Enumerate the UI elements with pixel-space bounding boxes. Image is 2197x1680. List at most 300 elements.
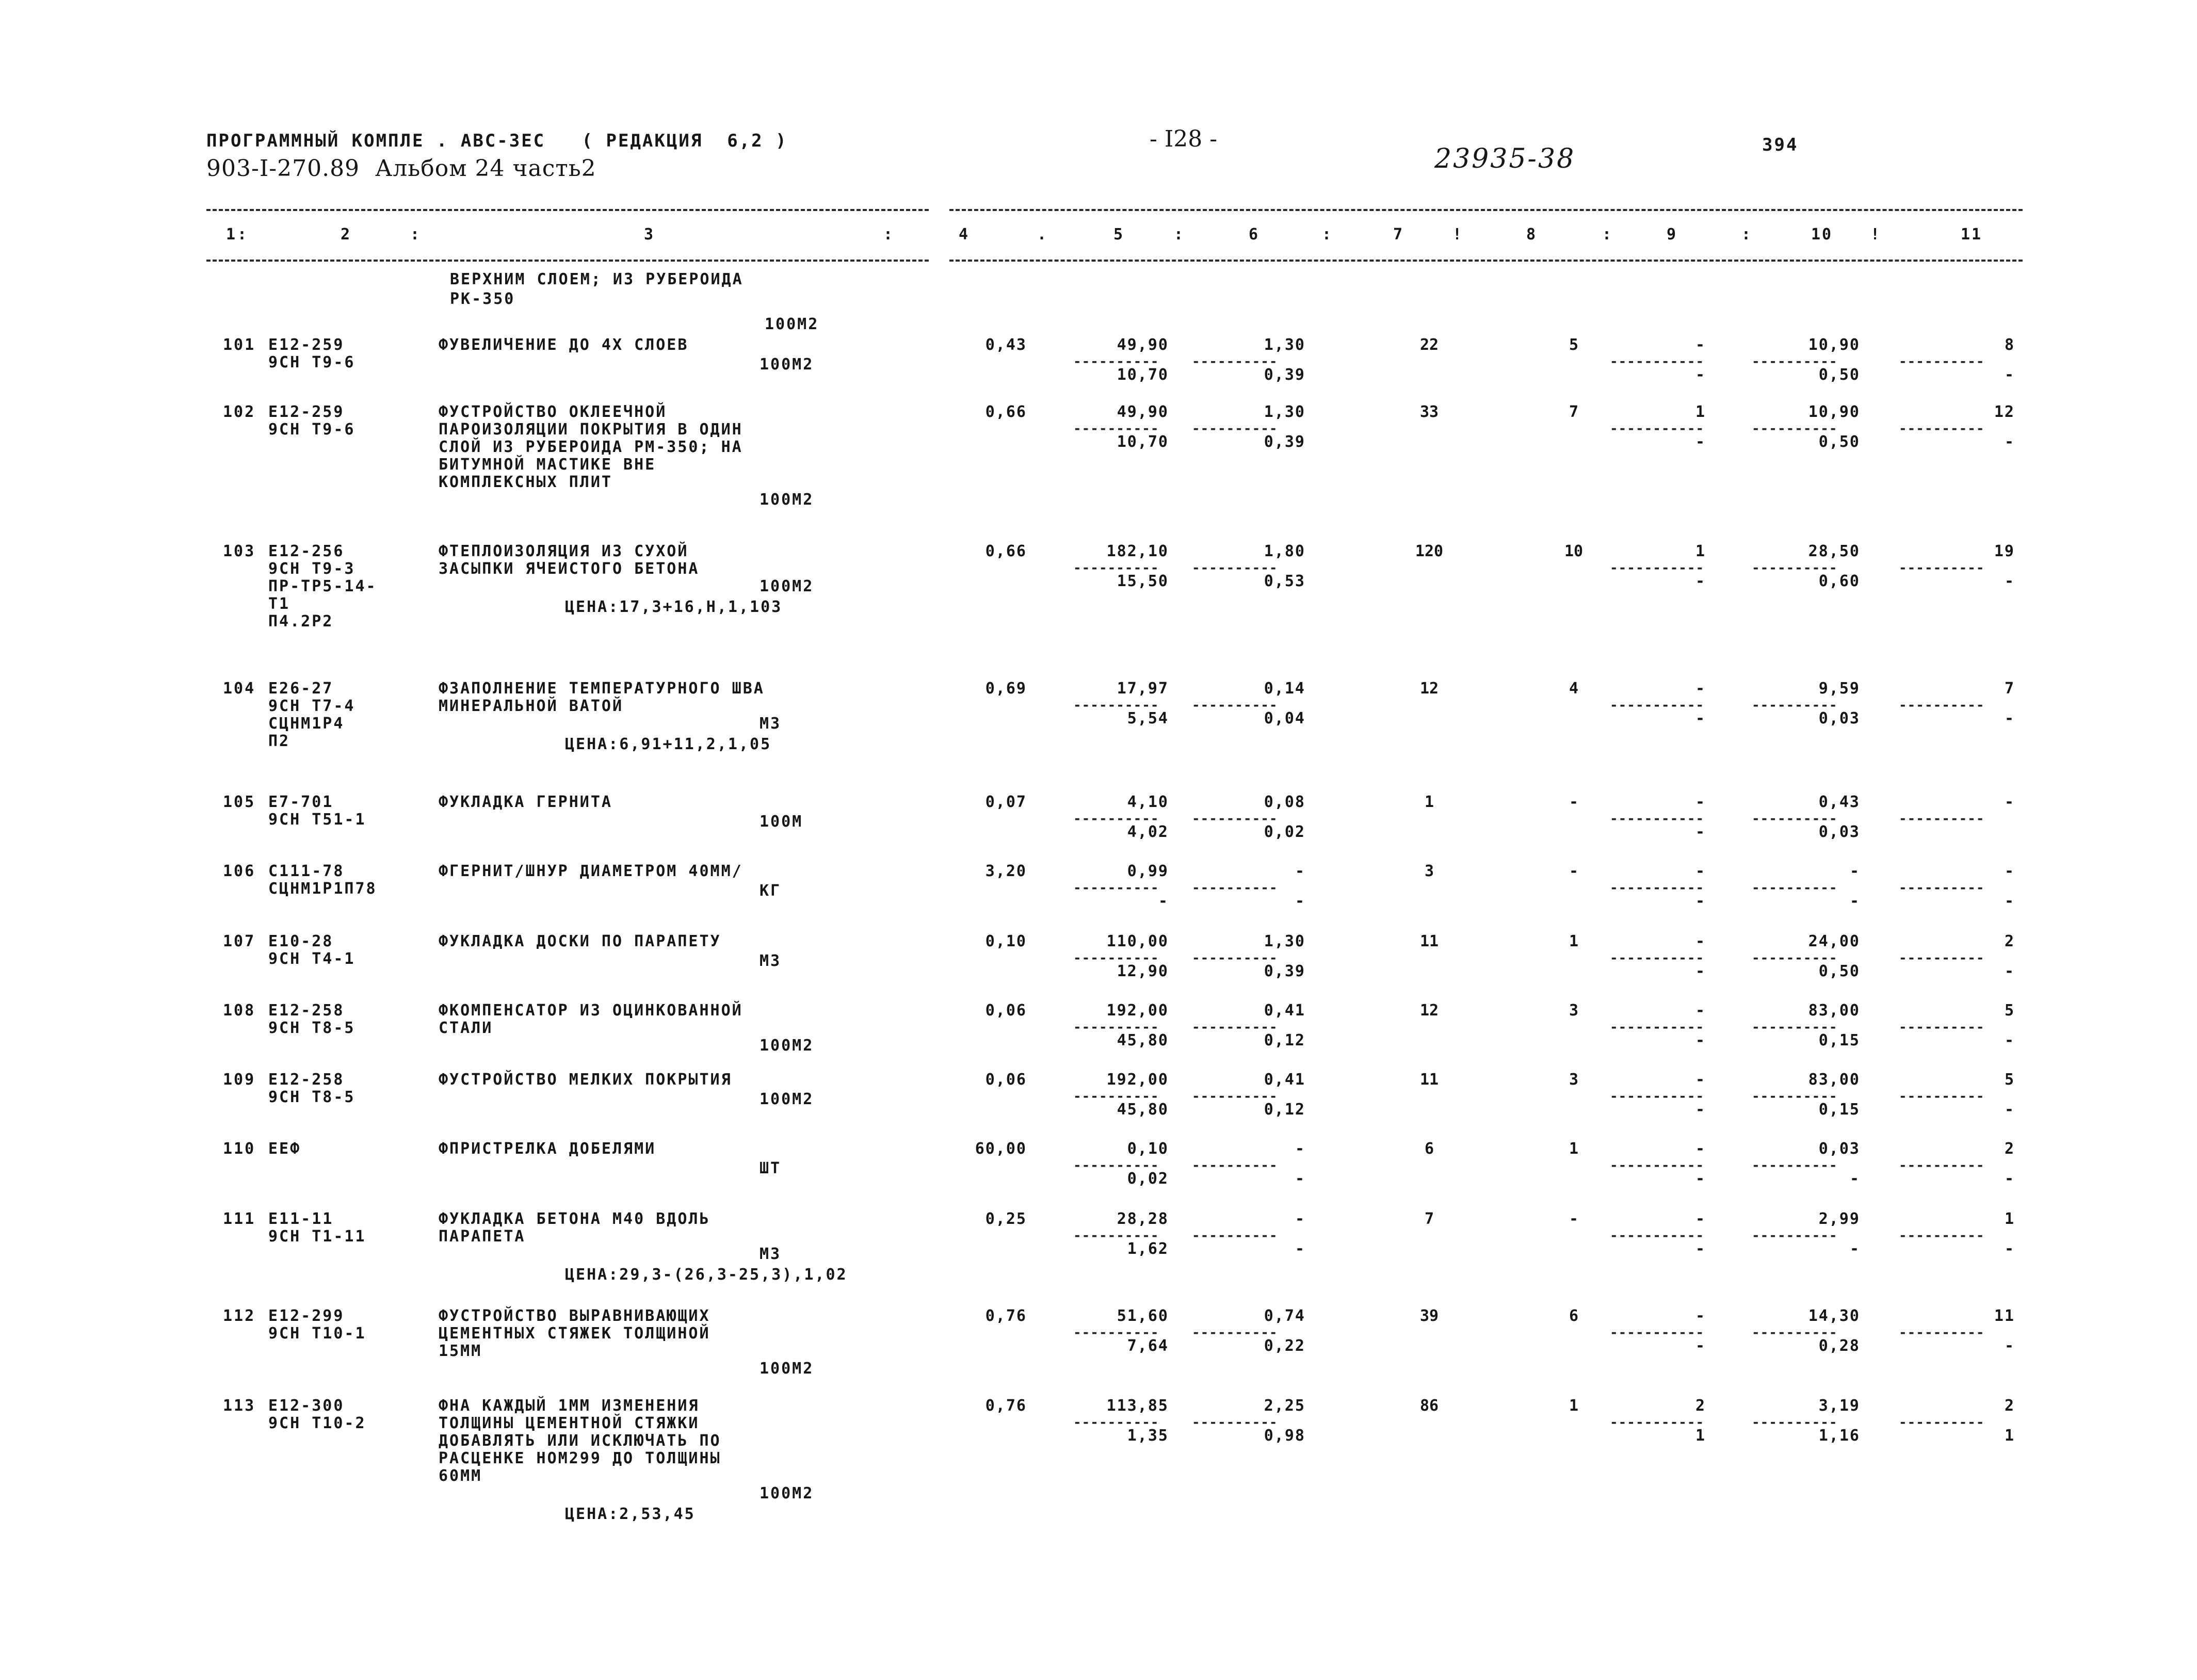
column-number-13: ! (1452, 225, 1464, 244)
row-c9-divider: ----------- (1610, 560, 1705, 576)
row-c9: - (1695, 793, 1705, 811)
row-c6-lower: 0,39 (1264, 433, 1305, 451)
row-code: Е12-299 (268, 1307, 345, 1325)
row-c6: 0,74 (1264, 1307, 1305, 1325)
row-description: 15ММ (439, 1342, 482, 1360)
row-c10-divider: ---------- (1752, 421, 1838, 437)
row-c10-divider: ---------- (1752, 811, 1838, 827)
row-c5-divider: ---------- (1073, 560, 1159, 576)
row-code: 9СН Т1-11 (268, 1227, 366, 1246)
row-c9-lower: - (1695, 1170, 1705, 1188)
row-c10: 2,99 (1818, 1210, 1860, 1228)
row-code: 9СН Т8-5 (268, 1019, 356, 1037)
row-c8: - (1569, 862, 1579, 880)
row-c5-divider: ---------- (1073, 1228, 1159, 1243)
column-number-8: 5 (1113, 225, 1125, 244)
row-c10: 28,50 (1808, 542, 1860, 560)
row-c10-divider: ---------- (1752, 1158, 1838, 1173)
row-c8: 6 (1569, 1307, 1579, 1325)
row-c7: 39 (1419, 1307, 1439, 1325)
row-c9: - (1695, 932, 1705, 950)
row-c5: 0,99 (1127, 862, 1169, 880)
row-code: Е12-259 (268, 403, 345, 421)
row-c10-divider: ---------- (1752, 1228, 1838, 1243)
row-c7: 3 (1424, 862, 1434, 880)
row-c11-lower: - (2004, 366, 2015, 384)
row-c5-lower: - (1158, 892, 1169, 910)
row-c11-divider: ---------- (1899, 1415, 1985, 1430)
row-c5: 113,85 (1106, 1397, 1169, 1415)
row-c8: 4 (1569, 680, 1579, 698)
row-c11: 2 (2004, 932, 2015, 950)
row-c6-lower: 0,53 (1264, 572, 1305, 590)
row-c5: 192,00 (1106, 1071, 1169, 1089)
row-code: П4.2Р2 (268, 612, 334, 631)
row-c6: 2,25 (1264, 1397, 1305, 1415)
row-quantity: 0,69 (985, 680, 1027, 698)
row-c11-lower: - (2004, 892, 2015, 910)
row-quantity: 0,06 (985, 1001, 1027, 1020)
row-c11-lower: - (2004, 1337, 2015, 1355)
row-c5-divider: ---------- (1073, 1158, 1159, 1173)
row-c5-divider: ---------- (1073, 1020, 1159, 1035)
row-c6-lower: 0,39 (1264, 366, 1305, 384)
row-c9: - (1695, 1001, 1705, 1020)
row-c9-divider: ----------- (1610, 1228, 1705, 1243)
row-c6: 0,41 (1264, 1071, 1305, 1089)
row-c9-divider: ----------- (1610, 880, 1705, 896)
row-number: 101 (223, 336, 256, 354)
column-number-6: 4 (959, 225, 970, 244)
row-c11: 12 (1994, 403, 2015, 421)
row-c10-divider: ---------- (1752, 950, 1838, 966)
row-quantity: 0,25 (985, 1210, 1027, 1228)
row-number: 110 (223, 1140, 256, 1158)
row-code: 9СН Т8-5 (268, 1088, 356, 1106)
row-unit: КГ (760, 882, 782, 900)
row-description: ФУКЛАДКА БЕТОНА М40 ВДОЛЬ (439, 1210, 710, 1228)
row-number: 108 (223, 1001, 256, 1020)
row-c8: 10 (1564, 542, 1584, 560)
intro-desc-line-2: РК-350 (450, 290, 515, 308)
row-c6-divider: ---------- (1192, 1325, 1278, 1340)
row-c8: 7 (1569, 403, 1579, 421)
row-c5-divider: ---------- (1073, 698, 1159, 713)
column-number-3: : (410, 225, 422, 244)
row-c10-divider: ---------- (1752, 1020, 1838, 1035)
row-c6-lower: 0,12 (1264, 1101, 1305, 1119)
album-line: 903-I-270.89 Альбом 24 часть2 (206, 155, 596, 182)
row-c10: - (1849, 862, 1860, 880)
row-c6: 1,80 (1264, 542, 1305, 560)
column-number-20: 11 (1961, 225, 1983, 244)
row-unit: 100М (760, 813, 803, 831)
row-c5: 17,97 (1117, 680, 1169, 698)
row-c11: 2 (2004, 1140, 2015, 1158)
column-number-17: : (1741, 225, 1753, 244)
row-c5-divider: ---------- (1073, 1415, 1159, 1430)
row-c7: 86 (1419, 1397, 1439, 1415)
row-description: ПАРОИЗОЛЯЦИИ ПОКРЫТИЯ В ОДИН (439, 421, 743, 439)
row-c6-divider: ---------- (1192, 1020, 1278, 1035)
row-quantity: 60,00 (975, 1140, 1027, 1158)
row-c11: 5 (2004, 1001, 2015, 1020)
row-c11: 5 (2004, 1071, 2015, 1089)
row-quantity: 0,10 (985, 932, 1027, 950)
program-line: ПРОГРАММНЫЙ КОМПЛЕ . АВС-ЗЕС ( РЕДАКЦИЯ 6,2 ) (206, 131, 788, 151)
row-number: 111 (223, 1210, 256, 1228)
row-c10: 83,00 (1808, 1071, 1860, 1089)
column-number-5: : (883, 225, 895, 244)
row-c5: 0,10 (1127, 1140, 1169, 1158)
row-c11-lower: - (2004, 572, 2015, 590)
row-description: РАСЦЕНКЕ НОМ299 ДО ТОЛЩИНЫ (439, 1449, 721, 1467)
row-c11: 11 (1994, 1307, 2015, 1325)
row-price-note: ЦЕНА:17,3+16,Н,1,103 (565, 598, 783, 616)
row-c11-lower: - (2004, 1101, 2015, 1119)
row-c5-lower: 1,62 (1127, 1240, 1169, 1258)
row-description: СЛОЙ ИЗ РУБЕРОИДА РМ-350; НА (439, 438, 743, 456)
row-c11-lower: - (2004, 709, 2015, 728)
row-c6: 0,08 (1264, 793, 1305, 811)
row-number: 103 (223, 542, 256, 560)
row-c10-divider: ---------- (1752, 560, 1838, 576)
row-c9-lower: - (1695, 709, 1705, 728)
row-c10: 10,90 (1808, 336, 1860, 354)
row-c7: 7 (1424, 1210, 1434, 1228)
row-description: ЦЕМЕНТНЫХ СТЯЖЕК ТОЛЩИНОЙ (439, 1324, 710, 1343)
row-c5-lower: 7,64 (1127, 1337, 1169, 1355)
column-number-7: . (1037, 225, 1048, 244)
row-description: ФЗАПОЛНЕНИЕ ТЕМПЕРАТУРНОГО ШВА (439, 680, 765, 698)
row-c5-lower: 0,02 (1127, 1170, 1169, 1188)
row-c8: - (1569, 1210, 1579, 1228)
row-description: ЗАСЫПКИ ЯЧЕИСТОГО БЕТОНА (439, 560, 700, 578)
row-unit: М3 (760, 952, 782, 970)
row-c6: 0,41 (1264, 1001, 1305, 1020)
row-c9-lower: - (1695, 433, 1705, 451)
row-c11: 8 (2004, 336, 2015, 354)
row-c9-lower: - (1695, 1101, 1705, 1119)
row-c6-divider: ---------- (1192, 1228, 1278, 1243)
row-c10-lower: 0,50 (1818, 962, 1860, 980)
row-c5-lower: 45,80 (1117, 1031, 1169, 1049)
row-number: 105 (223, 793, 256, 811)
row-c10-lower: 1,16 (1818, 1427, 1860, 1445)
column-number-1: : (237, 225, 249, 244)
column-number-4: 3 (644, 225, 655, 244)
row-c6-lower: - (1295, 1170, 1305, 1188)
row-c11-divider: ---------- (1899, 698, 1985, 713)
row-c5: 49,90 (1117, 403, 1169, 421)
row-code: 9СН Т4-1 (268, 950, 356, 968)
row-code: Е12-300 (268, 1397, 345, 1415)
row-code: 9СН Т10-2 (268, 1414, 366, 1432)
row-c9: - (1695, 1071, 1705, 1089)
row-number: 107 (223, 932, 256, 950)
row-code: Е10-28 (268, 932, 334, 950)
row-c5-divider: ---------- (1073, 950, 1159, 966)
row-description: ПАРАПЕТА (439, 1227, 526, 1246)
row-unit: М3 (760, 715, 782, 733)
column-number-0: 1 (226, 225, 237, 244)
row-c6-divider: ---------- (1192, 354, 1278, 369)
row-c7: 12 (1419, 680, 1439, 698)
row-c6-divider: ---------- (1192, 950, 1278, 966)
row-c8: 1 (1569, 932, 1579, 950)
row-code: П2 (268, 732, 290, 750)
row-c5-divider: ---------- (1073, 1089, 1159, 1104)
row-c7: 11 (1419, 1071, 1439, 1089)
row-description: ФУСТРОЙСТВО ОКЛЕЕЧНОЙ (439, 403, 667, 421)
row-code: Е7-701 (268, 793, 334, 811)
row-quantity: 0,66 (985, 403, 1027, 421)
row-unit: 100М2 (760, 1484, 814, 1503)
header-bottom-rule-right (949, 260, 2023, 262)
row-c9: 1 (1695, 403, 1705, 421)
row-c11: 2 (2004, 1397, 2015, 1415)
intro-desc-line-1: ВЕРХНИМ СЛОЕМ; ИЗ РУБЕРОИДА (450, 270, 744, 288)
row-code: ПР-ТР5-14- (268, 577, 377, 595)
row-c10: 83,00 (1808, 1001, 1860, 1020)
row-code: 9СН Т9-6 (268, 353, 356, 371)
row-c11-divider: ---------- (1899, 421, 1985, 437)
column-numbers (0, 226, 2197, 247)
row-c8: 1 (1569, 1140, 1579, 1158)
row-c11-divider: ---------- (1899, 354, 1985, 369)
row-number: 112 (223, 1307, 256, 1325)
column-number-10: 6 (1249, 225, 1260, 244)
column-number-12: 7 (1393, 225, 1404, 244)
row-c11-divider: ---------- (1899, 1158, 1985, 1173)
row-c6-lower: 0,04 (1264, 709, 1305, 728)
row-c10: 24,00 (1808, 932, 1860, 950)
column-number-14: 8 (1526, 225, 1538, 244)
header-bottom-rule (206, 260, 929, 262)
row-c10-divider: ---------- (1752, 354, 1838, 369)
row-c11-divider: ---------- (1899, 560, 1985, 576)
row-c11: - (2004, 793, 2015, 811)
row-c11: 7 (2004, 680, 2015, 698)
row-code: Е12-258 (268, 1071, 345, 1089)
row-c9-divider: ----------- (1610, 1325, 1705, 1340)
row-c6-divider: ---------- (1192, 698, 1278, 713)
row-price-note: ЦЕНА:2,53,45 (565, 1505, 696, 1523)
row-description: КОМПЛЕКСНЫХ ПЛИТ (439, 473, 612, 491)
row-c5-lower: 15,50 (1117, 572, 1169, 590)
row-quantity: 0,76 (985, 1307, 1027, 1325)
row-c9: - (1695, 680, 1705, 698)
row-code: СЦНМ1Р1П78 (268, 880, 377, 898)
row-c6: 0,14 (1264, 680, 1305, 698)
row-c5-divider: ---------- (1073, 880, 1159, 896)
row-code: 9СН Т9-6 (268, 421, 356, 439)
row-c6-lower: 0,98 (1264, 1427, 1305, 1445)
row-c10-lower: - (1849, 1170, 1860, 1188)
column-number-15: : (1602, 225, 1613, 244)
row-c10: 0,03 (1818, 1140, 1860, 1158)
row-c6: 1,30 (1264, 336, 1305, 354)
row-description: СТАЛИ (439, 1019, 493, 1037)
row-c5: 182,10 (1106, 542, 1169, 560)
row-c9-divider: ----------- (1610, 698, 1705, 713)
row-c10-lower: 0,28 (1818, 1337, 1860, 1355)
row-c6-divider: ---------- (1192, 1089, 1278, 1104)
row-c6-divider: ---------- (1192, 560, 1278, 576)
row-c10-divider: ---------- (1752, 698, 1838, 713)
row-c11-divider: ---------- (1899, 1089, 1985, 1104)
row-code: 9СН Т10-1 (268, 1324, 366, 1343)
row-number: 104 (223, 680, 256, 698)
row-description: ФНА КАЖДЫЙ 1ММ ИЗМЕНЕНИЯ (439, 1397, 700, 1415)
row-c11-divider: ---------- (1899, 950, 1985, 966)
row-c11-divider: ---------- (1899, 811, 1985, 827)
row-c7: 33 (1419, 403, 1439, 421)
row-c6-lower: - (1295, 892, 1305, 910)
row-code: Е12-259 (268, 336, 345, 354)
row-c9-lower: - (1695, 962, 1705, 980)
row-c7: 1 (1424, 793, 1434, 811)
row-c6: - (1295, 1210, 1305, 1228)
row-c9: - (1695, 1210, 1705, 1228)
row-c6: 1,30 (1264, 403, 1305, 421)
row-description: ФУСТРОЙСТВО МЕЛКИХ ПОКРЫТИЯ (439, 1071, 732, 1089)
row-c9: - (1695, 862, 1705, 880)
row-quantity: 0,06 (985, 1071, 1027, 1089)
header-top-rule (206, 209, 929, 211)
row-c10: 0,43 (1818, 793, 1860, 811)
row-code: СЦНМ1Р4 (268, 715, 345, 733)
column-number-11: : (1322, 225, 1333, 244)
row-c5-lower: 10,70 (1117, 366, 1169, 384)
row-c9-divider: ----------- (1610, 1020, 1705, 1035)
column-number-18: 10 (1811, 225, 1833, 244)
column-number-19: ! (1870, 225, 1882, 244)
row-c9-lower: - (1695, 1031, 1705, 1049)
row-c11: - (2004, 862, 2015, 880)
row-c6-lower: 0,02 (1264, 823, 1305, 841)
row-c10-lower: 0,15 (1818, 1031, 1860, 1049)
document-number: 23935-38 (1434, 143, 1576, 174)
row-c5-lower: 4,02 (1127, 823, 1169, 841)
row-description: ТОЛЩИНЫ ЦЕМЕНТНОЙ СТЯЖКИ (439, 1414, 700, 1432)
row-c11-lower: - (2004, 962, 2015, 980)
row-c6-lower: 0,12 (1264, 1031, 1305, 1049)
row-description: ФТЕПЛОИЗОЛЯЦИЯ ИЗ СУХОЙ (439, 542, 689, 560)
row-code: ЕЕФ (268, 1140, 301, 1158)
row-c5-lower: 12,90 (1117, 962, 1169, 980)
row-code: Е12-256 (268, 542, 345, 560)
row-c9-divider: ----------- (1610, 950, 1705, 966)
row-c11-lower: - (2004, 1031, 2015, 1049)
row-code: С111-78 (268, 862, 345, 880)
intro-unit: 100М2 (765, 315, 819, 333)
row-c9-divider: ----------- (1610, 1089, 1705, 1104)
column-number-2: 2 (341, 225, 352, 244)
row-c7: 22 (1419, 336, 1439, 354)
row-number: 102 (223, 403, 256, 421)
row-unit: 100М2 (760, 1037, 814, 1055)
row-c9-divider: ----------- (1610, 811, 1705, 827)
row-c5-lower: 1,35 (1127, 1427, 1169, 1445)
row-description: ФУКЛАДКА ДОСКИ ПО ПАРАПЕТУ (439, 932, 721, 950)
row-c5: 4,10 (1127, 793, 1169, 811)
row-code: Е12-258 (268, 1001, 345, 1020)
row-c9: 1 (1695, 542, 1705, 560)
row-code: Т1 (268, 595, 290, 613)
row-c11-divider: ---------- (1899, 1020, 1985, 1035)
row-description: МИНЕРАЛЬНОЙ ВАТОЙ (439, 697, 624, 715)
row-c9-lower: - (1695, 1240, 1705, 1258)
row-c9-divider: ----------- (1610, 1158, 1705, 1173)
row-price-note: ЦЕНА:6,91+11,2,1,05 (565, 735, 772, 753)
row-number: 106 (223, 862, 256, 880)
row-c10: 10,90 (1808, 403, 1860, 421)
row-c6-lower: - (1295, 1240, 1305, 1258)
row-c9-lower: - (1695, 823, 1705, 841)
row-c10: 3,19 (1818, 1397, 1860, 1415)
row-c5-divider: ---------- (1073, 811, 1159, 827)
sheet-number: 394 (1762, 135, 1799, 155)
row-c9-divider: ----------- (1610, 1415, 1705, 1430)
row-c7: 11 (1419, 932, 1439, 950)
row-c10-lower: 0,03 (1818, 823, 1860, 841)
row-c10-lower: - (1849, 1240, 1860, 1258)
row-c5-divider: ---------- (1073, 421, 1159, 437)
row-description: ФУСТРОЙСТВО ВЫРАВНИВАЮЩИХ (439, 1307, 710, 1325)
row-c10: 9,59 (1818, 680, 1860, 698)
row-unit: 100М2 (760, 1090, 814, 1108)
row-code: 9СН Т51-1 (268, 811, 366, 829)
row-c9-lower: 1 (1695, 1427, 1705, 1445)
row-description: ФПРИСТРЕЛКА ДОБЕЛЯМИ (439, 1140, 656, 1158)
row-c9: - (1695, 336, 1705, 354)
row-c10-lower: 0,50 (1818, 433, 1860, 451)
row-c10-lower: 0,60 (1818, 572, 1860, 590)
row-c11-lower: - (2004, 433, 2015, 451)
row-c9-lower: - (1695, 892, 1705, 910)
row-c11-lower: - (2004, 1240, 2015, 1258)
row-c9: 2 (1695, 1397, 1705, 1415)
row-code: 9СН Т9-3 (268, 560, 356, 578)
row-description: ФКОМПЕНСАТОР ИЗ ОЦИНКОВАННОЙ (439, 1001, 743, 1020)
row-description: 60ММ (439, 1467, 482, 1485)
row-c5: 28,28 (1117, 1210, 1169, 1228)
row-c5-lower: 45,80 (1117, 1101, 1169, 1119)
row-c6-divider: ---------- (1192, 880, 1278, 896)
row-c10-lower: 0,15 (1818, 1101, 1860, 1119)
row-quantity: 0,66 (985, 542, 1027, 560)
row-quantity: 0,07 (985, 793, 1027, 811)
row-c10-lower: - (1849, 892, 1860, 910)
row-code: Е26-27 (268, 680, 334, 698)
column-number-16: 9 (1667, 225, 1678, 244)
row-unit: ШТ (760, 1159, 782, 1177)
row-c6-lower: 0,39 (1264, 962, 1305, 980)
row-unit: М3 (760, 1245, 782, 1263)
row-unit: 100М2 (760, 1360, 814, 1378)
row-quantity: 0,43 (985, 336, 1027, 354)
row-c9-divider: ----------- (1610, 421, 1705, 437)
row-number: 113 (223, 1397, 256, 1415)
row-c6-divider: ---------- (1192, 1415, 1278, 1430)
row-c5: 49,90 (1117, 336, 1169, 354)
row-c9-lower: - (1695, 366, 1705, 384)
row-c6: 1,30 (1264, 932, 1305, 950)
row-description: ФУВЕЛИЧЕНИЕ ДО 4Х СЛОЕВ (439, 336, 689, 354)
row-c9-lower: - (1695, 1337, 1705, 1355)
row-c11-divider: ---------- (1899, 1325, 1985, 1340)
